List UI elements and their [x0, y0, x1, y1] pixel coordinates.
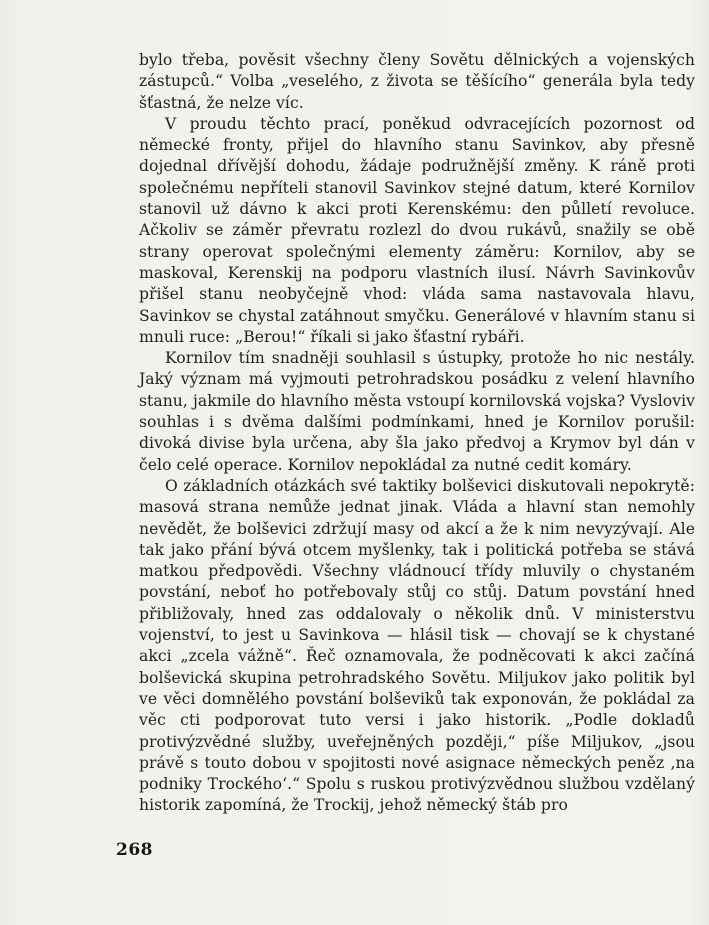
paragraph-1: bylo třeba, pověsit všechny členy Sovětu dělnických a vojenských zástupců.“ Volba „veselého, z života se těšícího“ generála byla tedy šťastná, že nelze víc.	[139, 51, 695, 112]
page-number: 268	[116, 840, 153, 860]
body-text	[139, 50, 695, 817]
paragraph-3: Kornilov tím snadněji souhlasil s ústupky, protože ho nic nestály. Jaký význam má vyjmouti petrohradskou posádku z velení hlavního stanu, jakmile do hlavního města vstoupí kornilovská vojska? Vysloviv souhlas i s dvěma dalšími podmínkami, hned je Kornilov porušil: divoká divise byla určena, aby šla jako předvoj a Krymov byl dán v čelo celé operace. Kornilov nepokládal za nutné cedit komáry.	[139, 349, 695, 474]
paragraph-2: V proudu těchto prací, poněkud odvracejících pozornost od německé fronty, přijel do hlavního stanu Savinkov, aby přesně dojednal dřívější dohodu, žádaje podružnější změny. K ráně proti společnému nepříteli stanovil Savinkov stejné datum, které Kornilov stanovil už dávno k akci proti Kerenskému: den půlletí revoluce. Ačkoliv se záměr převratu rozlezl do dvou rukávů, snažily se obě strany operovat společnými elementy záměru: Kornilov, aby se maskoval, Kerenskij na podporu vlastních ilusí. Návrh Savinkovův přišel stanu neobyčejně vhod: vláda sama nastavovala hlavu, Savinkov se chystal zatáhnout smyčku. Generálové v hlavním stanu si mnuli ruce: „Berou!“ říkali si jako šťastní rybáři.	[139, 114, 695, 346]
paragraph-4: O základních otázkách své taktiky bolševici diskutovali nepokrytě: masová strana nemůže jednat jinak. Vláda a hlavní stan nemohly nevědět, že bolševici zdržují masy od akcí a že k nim nevyzývají. Ale tak jako přání bývá otcem myšlenky, tak i politická potřeba se stává matkou předpovědi. Všechny vládnoucí třídy mluvily o chystaném povstání, neboť ho potřebovaly stůj co stůj. Datum povstání hned přibližovaly, hned zas oddalovaly o několik dnů. V ministerstvu vojenství, to jest u Savinkova — hlásil tisk — chovají se k chystané akci „zcela vážně“. Řeč oznamovala, že podněcovati k akci začíná bolševická skupina petrohradského Sovětu. Miljukov jako politik byl ve věci domnělého povstání bolševiků tak exponován, že pokládal za věc cti podporovat tuto versi i jako historik. „Podle dokladů protivýzvědné služby, uveřejněných později,“ píše Miljukov, „jsou právě s touto dobou v spojitosti nové asignace německých peněz ‚na podniky Trockého‘.“ Spolu s ruskou protivýzvědnou službou vzdělaný historik zapomíná, že Trockij, jehož německý štáb pro	[139, 476, 695, 815]
